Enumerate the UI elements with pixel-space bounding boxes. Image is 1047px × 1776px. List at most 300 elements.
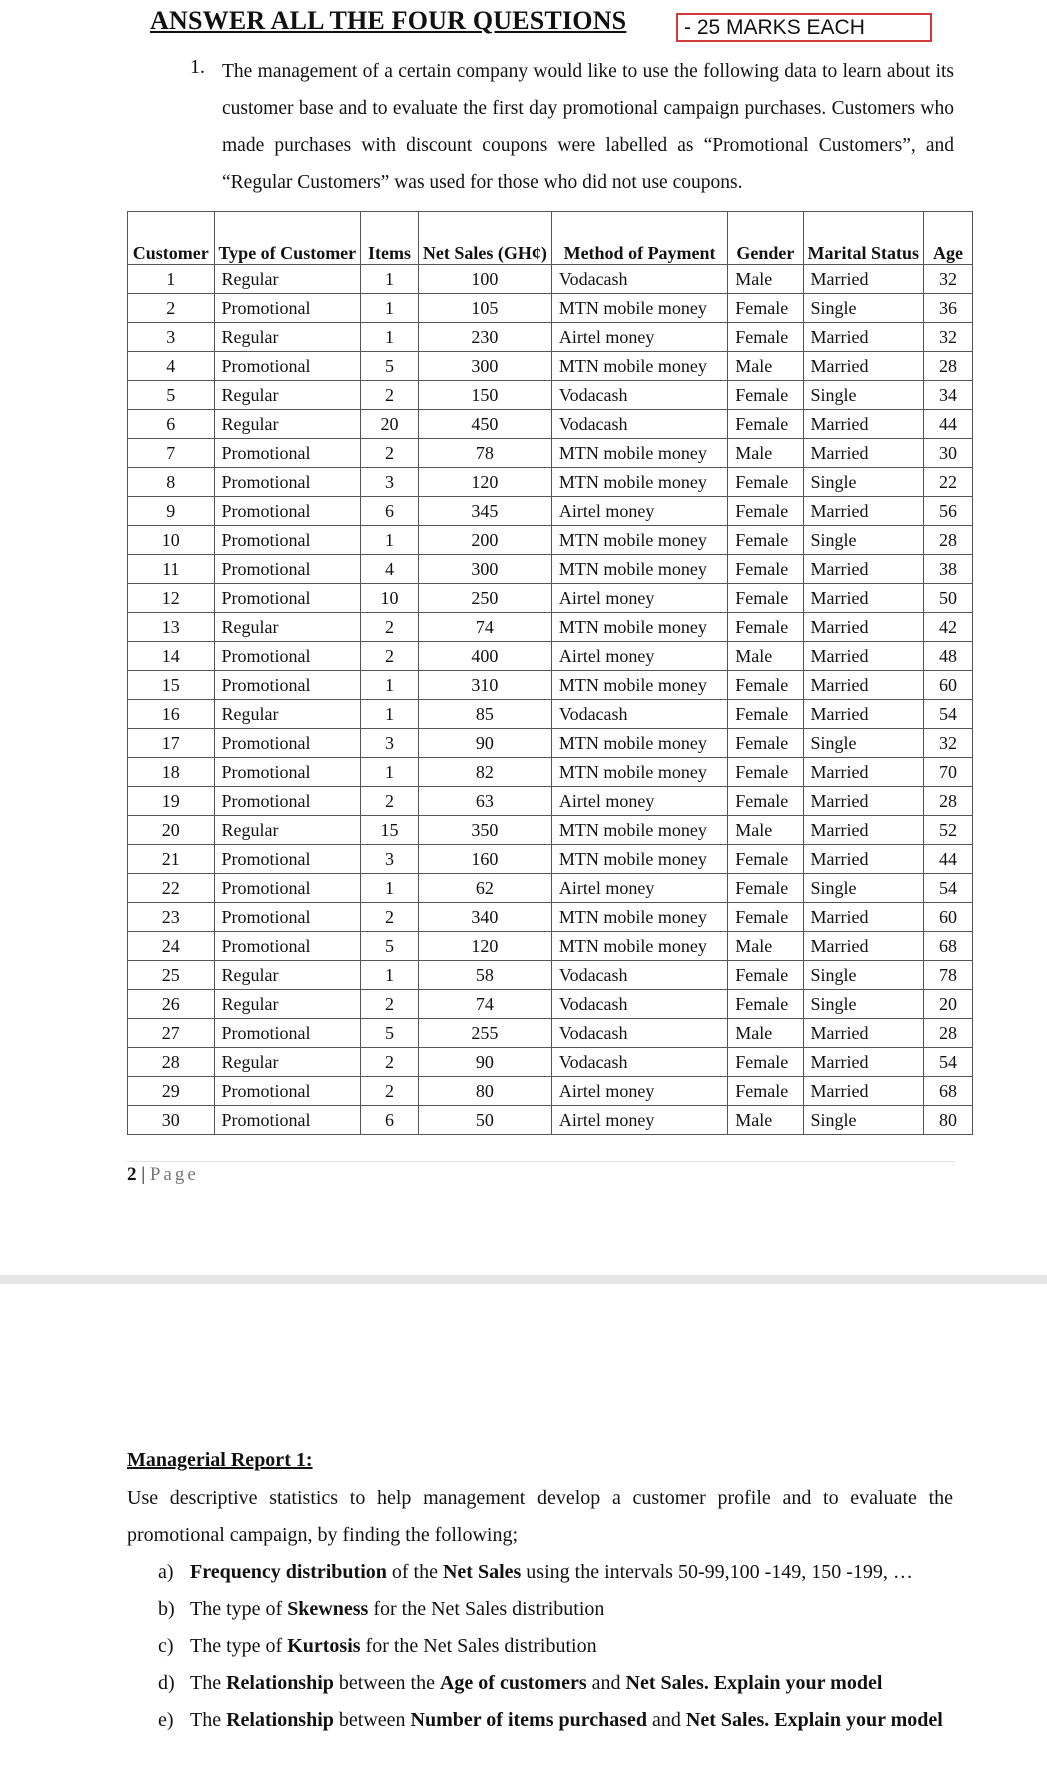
page-heading: ANSWER ALL THE FOUR QUESTIONS	[150, 6, 627, 35]
cell-customer: 10	[128, 526, 215, 555]
cell-gender: Female	[728, 526, 803, 555]
cell-marital-status: Single	[803, 468, 924, 497]
cell-marital-status: Married	[803, 787, 924, 816]
cell-marital-status: Married	[803, 439, 924, 468]
cell-items: 1	[361, 526, 419, 555]
table-row	[128, 932, 973, 961]
cell-payment: Vodacash	[551, 1048, 727, 1077]
cell-type: Promotional	[214, 1019, 361, 1048]
report-intro: Use descriptive statistics to help management develop a customer profile and to evaluate the promotional campaign, by finding the following;	[127, 1487, 953, 1546]
cell-gender: Female	[728, 323, 803, 352]
cell-net-sales: 62	[418, 874, 551, 903]
cell-customer: 7	[128, 439, 215, 468]
cell-gender: Male	[728, 932, 803, 961]
cell-items: 1	[361, 758, 419, 787]
cell-net-sales: 345	[418, 497, 551, 526]
cell-net-sales: 300	[418, 352, 551, 381]
cell-payment: Airtel money	[551, 1077, 727, 1106]
report-item	[158, 1665, 953, 1702]
cell-type: Regular	[214, 961, 361, 990]
cell-net-sales: 90	[418, 729, 551, 758]
question-text: The management of a certain company would like to use the following data to learn about its customer base and to evaluate the first day promotional campaign purchases. Customers who made purchases with discount coupons were labelled as “Promotional Customers”, and “Regular Customers” was used for those who did not use coupons.	[222, 61, 954, 193]
cell-payment: Vodacash	[551, 1019, 727, 1048]
report-item-text: for the Net Sales distribution	[360, 1635, 597, 1657]
cell-type: Promotional	[214, 1077, 361, 1106]
cell-age: 60	[924, 903, 973, 932]
header-type-of-customer: Type of Customer	[214, 212, 361, 265]
report-item-emphasis: Age of customers	[439, 1672, 587, 1694]
table-header-row	[128, 212, 973, 265]
cell-type: Promotional	[214, 932, 361, 961]
cell-items: 20	[361, 410, 419, 439]
cell-type: Promotional	[214, 352, 361, 381]
cell-customer: 1	[128, 265, 215, 294]
table-row	[128, 1019, 973, 1048]
cell-items: 2	[361, 787, 419, 816]
cell-customer: 28	[128, 1048, 215, 1077]
cell-items: 1	[361, 874, 419, 903]
report-item-text: and	[647, 1709, 686, 1731]
cell-customer: 20	[128, 816, 215, 845]
header-items: Items	[361, 212, 419, 265]
cell-customer: 15	[128, 671, 215, 700]
table-row	[128, 584, 973, 613]
cell-age: 68	[924, 1077, 973, 1106]
cell-marital-status: Single	[803, 961, 924, 990]
cell-gender: Female	[728, 903, 803, 932]
page-break-band	[0, 1275, 1047, 1284]
cell-customer: 29	[128, 1077, 215, 1106]
cell-net-sales: 74	[418, 990, 551, 1019]
cell-customer: 2	[128, 294, 215, 323]
report-item-label: d)	[158, 1672, 175, 1694]
cell-payment: MTN mobile money	[551, 468, 727, 497]
cell-net-sales: 80	[418, 1077, 551, 1106]
page-separator: |	[141, 1164, 146, 1185]
cell-payment: Vodacash	[551, 410, 727, 439]
cell-customer: 8	[128, 468, 215, 497]
cell-items: 1	[361, 265, 419, 294]
cell-type: Promotional	[214, 584, 361, 613]
report-item-emphasis: Net Sales. Explain your model	[685, 1709, 943, 1731]
cell-gender: Female	[728, 758, 803, 787]
cell-marital-status: Married	[803, 410, 924, 439]
report-item	[158, 1591, 953, 1628]
cell-type: Promotional	[214, 526, 361, 555]
report-title: Managerial Report 1:	[127, 1449, 313, 1471]
cell-customer: 13	[128, 613, 215, 642]
cell-items: 2	[361, 381, 419, 410]
cell-age: 54	[924, 874, 973, 903]
cell-gender: Male	[728, 439, 803, 468]
cell-age: 56	[924, 497, 973, 526]
cell-marital-status: Married	[803, 671, 924, 700]
cell-type: Promotional	[214, 497, 361, 526]
page-divider	[127, 1161, 955, 1162]
cell-items: 2	[361, 642, 419, 671]
cell-gender: Female	[728, 497, 803, 526]
cell-age: 44	[924, 845, 973, 874]
cell-customer: 19	[128, 787, 215, 816]
cell-items: 2	[361, 1077, 419, 1106]
cell-age: 42	[924, 613, 973, 642]
cell-net-sales: 105	[418, 294, 551, 323]
table-row	[128, 323, 973, 352]
cell-marital-status: Married	[803, 613, 924, 642]
table-row	[128, 555, 973, 584]
page-number: 2	[127, 1164, 137, 1185]
cell-marital-status: Single	[803, 526, 924, 555]
report-item	[158, 1628, 953, 1665]
report-item-text: using the intervals 50-99,100 -149, 150 -199, …	[521, 1561, 913, 1583]
cell-marital-status: Married	[803, 1019, 924, 1048]
page-footer	[127, 1164, 199, 1186]
table-row	[128, 671, 973, 700]
cell-age: 32	[924, 265, 973, 294]
cell-payment: Airtel money	[551, 874, 727, 903]
cell-net-sales: 100	[418, 265, 551, 294]
report-item-text: The type of	[190, 1598, 288, 1620]
cell-marital-status: Single	[803, 990, 924, 1019]
cell-marital-status: Married	[803, 932, 924, 961]
table-row	[128, 758, 973, 787]
cell-gender: Female	[728, 700, 803, 729]
cell-payment: Vodacash	[551, 700, 727, 729]
report-item-emphasis: Frequency distribution	[190, 1561, 387, 1583]
header-age: Age	[924, 212, 973, 265]
cell-type: Promotional	[214, 729, 361, 758]
cell-net-sales: 120	[418, 468, 551, 497]
cell-age: 70	[924, 758, 973, 787]
cell-items: 6	[361, 497, 419, 526]
cell-gender: Male	[728, 816, 803, 845]
report-item-emphasis: Kurtosis	[287, 1635, 361, 1657]
report-item-text: The	[190, 1672, 227, 1694]
cell-items: 1	[361, 961, 419, 990]
cell-items: 4	[361, 555, 419, 584]
report-item-text: between	[333, 1709, 411, 1731]
cell-items: 6	[361, 1106, 419, 1135]
cell-gender: Female	[728, 294, 803, 323]
cell-customer: 23	[128, 903, 215, 932]
cell-customer: 14	[128, 642, 215, 671]
cell-type: Promotional	[214, 1106, 361, 1135]
cell-type: Promotional	[214, 671, 361, 700]
table-row	[128, 265, 973, 294]
cell-age: 54	[924, 1048, 973, 1077]
cell-type: Regular	[214, 410, 361, 439]
cell-type: Promotional	[214, 555, 361, 584]
question-number: 1.	[190, 56, 205, 78]
table-row	[128, 787, 973, 816]
report-item-label: e)	[158, 1709, 174, 1731]
cell-net-sales: 450	[418, 410, 551, 439]
cell-age: 34	[924, 381, 973, 410]
cell-items: 3	[361, 729, 419, 758]
cell-type: Regular	[214, 381, 361, 410]
cell-customer: 3	[128, 323, 215, 352]
cell-payment: Airtel money	[551, 584, 727, 613]
cell-marital-status: Married	[803, 1048, 924, 1077]
cell-marital-status: Single	[803, 729, 924, 758]
cell-payment: MTN mobile money	[551, 294, 727, 323]
cell-customer: 22	[128, 874, 215, 903]
cell-type: Promotional	[214, 468, 361, 497]
cell-type: Promotional	[214, 758, 361, 787]
cell-net-sales: 58	[418, 961, 551, 990]
report-item-emphasis: Relationship	[226, 1672, 334, 1694]
customer-data-table	[127, 211, 973, 1135]
cell-marital-status: Single	[803, 874, 924, 903]
cell-type: Regular	[214, 700, 361, 729]
cell-marital-status: Married	[803, 584, 924, 613]
cell-age: 20	[924, 990, 973, 1019]
cell-type: Regular	[214, 613, 361, 642]
cell-age: 30	[924, 439, 973, 468]
cell-items: 1	[361, 323, 419, 352]
report-item-emphasis: Net Sales	[442, 1561, 522, 1583]
cell-customer: 26	[128, 990, 215, 1019]
cell-payment: Airtel money	[551, 787, 727, 816]
cell-net-sales: 255	[418, 1019, 551, 1048]
cell-gender: Female	[728, 961, 803, 990]
cell-marital-status: Married	[803, 1077, 924, 1106]
table-row	[128, 613, 973, 642]
cell-items: 2	[361, 613, 419, 642]
cell-customer: 27	[128, 1019, 215, 1048]
cell-items: 5	[361, 1019, 419, 1048]
cell-gender: Female	[728, 1048, 803, 1077]
cell-payment: Vodacash	[551, 990, 727, 1019]
cell-gender: Male	[728, 265, 803, 294]
table-row	[128, 700, 973, 729]
cell-marital-status: Married	[803, 903, 924, 932]
cell-payment: MTN mobile money	[551, 758, 727, 787]
cell-payment: Airtel money	[551, 497, 727, 526]
cell-marital-status: Married	[803, 323, 924, 352]
table-row	[128, 816, 973, 845]
table-row	[128, 642, 973, 671]
cell-items: 5	[361, 932, 419, 961]
cell-age: 28	[924, 787, 973, 816]
cell-age: 28	[924, 352, 973, 381]
cell-items: 5	[361, 352, 419, 381]
report-item-text: The type of	[190, 1635, 288, 1657]
cell-customer: 30	[128, 1106, 215, 1135]
cell-net-sales: 250	[418, 584, 551, 613]
report-item-emphasis: Net Sales. Explain your model	[625, 1672, 883, 1694]
table-row	[128, 1048, 973, 1077]
cell-age: 50	[924, 584, 973, 613]
cell-age: 60	[924, 671, 973, 700]
cell-net-sales: 78	[418, 439, 551, 468]
cell-age: 44	[924, 410, 973, 439]
cell-items: 2	[361, 903, 419, 932]
cell-age: 48	[924, 642, 973, 671]
marks-annotation-box: - 25 MARKS EACH	[676, 13, 932, 42]
cell-marital-status: Married	[803, 497, 924, 526]
report-item	[158, 1702, 953, 1739]
cell-customer: 12	[128, 584, 215, 613]
cell-net-sales: 120	[418, 932, 551, 961]
table-row	[128, 410, 973, 439]
cell-gender: Female	[728, 584, 803, 613]
cell-age: 32	[924, 323, 973, 352]
header-gender: Gender	[728, 212, 803, 265]
cell-type: Promotional	[214, 294, 361, 323]
cell-net-sales: 160	[418, 845, 551, 874]
cell-type: Promotional	[214, 903, 361, 932]
cell-age: 38	[924, 555, 973, 584]
cell-net-sales: 63	[418, 787, 551, 816]
table-row	[128, 1106, 973, 1135]
cell-items: 1	[361, 671, 419, 700]
report-item-label: c)	[158, 1635, 174, 1657]
cell-marital-status: Married	[803, 265, 924, 294]
cell-customer: 4	[128, 352, 215, 381]
cell-customer: 9	[128, 497, 215, 526]
cell-customer: 17	[128, 729, 215, 758]
cell-customer: 21	[128, 845, 215, 874]
header-method-of-payment: Method of Payment	[551, 212, 727, 265]
cell-payment: Vodacash	[551, 961, 727, 990]
report-task-list	[158, 1554, 953, 1739]
cell-type: Regular	[214, 265, 361, 294]
cell-marital-status: Married	[803, 758, 924, 787]
cell-net-sales: 74	[418, 613, 551, 642]
cell-payment: Airtel money	[551, 1106, 727, 1135]
report-item-label: a)	[158, 1561, 174, 1583]
cell-type: Regular	[214, 816, 361, 845]
cell-marital-status: Married	[803, 700, 924, 729]
cell-gender: Female	[728, 671, 803, 700]
cell-type: Promotional	[214, 439, 361, 468]
cell-payment: MTN mobile money	[551, 729, 727, 758]
table-row	[128, 352, 973, 381]
cell-age: 52	[924, 816, 973, 845]
cell-age: 36	[924, 294, 973, 323]
cell-payment: MTN mobile money	[551, 903, 727, 932]
table-row	[128, 874, 973, 903]
cell-customer: 25	[128, 961, 215, 990]
cell-age: 32	[924, 729, 973, 758]
cell-marital-status: Married	[803, 555, 924, 584]
cell-gender: Male	[728, 1019, 803, 1048]
cell-customer: 5	[128, 381, 215, 410]
report-item-emphasis: Skewness	[287, 1598, 369, 1620]
report-item-text: and	[586, 1672, 626, 1694]
table-row	[128, 497, 973, 526]
cell-type: Promotional	[214, 642, 361, 671]
cell-payment: MTN mobile money	[551, 439, 727, 468]
page-word: Page	[149, 1164, 199, 1185]
cell-customer: 11	[128, 555, 215, 584]
cell-items: 3	[361, 845, 419, 874]
report-item-label: b)	[158, 1598, 175, 1620]
cell-age: 28	[924, 526, 973, 555]
cell-net-sales: 90	[418, 1048, 551, 1077]
cell-payment: MTN mobile money	[551, 932, 727, 961]
cell-payment: MTN mobile money	[551, 555, 727, 584]
table-row	[128, 903, 973, 932]
cell-age: 68	[924, 932, 973, 961]
report-item-emphasis: Number of items purchased	[410, 1709, 648, 1731]
cell-gender: Female	[728, 381, 803, 410]
cell-net-sales: 350	[418, 816, 551, 845]
cell-gender: Male	[728, 352, 803, 381]
table-body	[128, 265, 973, 1135]
header-customer: Customer	[128, 212, 215, 265]
cell-gender: Female	[728, 990, 803, 1019]
cell-items: 10	[361, 584, 419, 613]
cell-payment: Vodacash	[551, 381, 727, 410]
report-item-emphasis: Relationship	[226, 1709, 334, 1731]
cell-net-sales: 300	[418, 555, 551, 584]
cell-gender: Female	[728, 555, 803, 584]
cell-age: 28	[924, 1019, 973, 1048]
cell-net-sales: 310	[418, 671, 551, 700]
cell-gender: Female	[728, 1077, 803, 1106]
cell-gender: Female	[728, 468, 803, 497]
cell-gender: Female	[728, 874, 803, 903]
table-row	[128, 439, 973, 468]
cell-items: 2	[361, 990, 419, 1019]
cell-type: Promotional	[214, 874, 361, 903]
table-row	[128, 961, 973, 990]
cell-age: 78	[924, 961, 973, 990]
cell-age: 22	[924, 468, 973, 497]
report-item-text: of the	[386, 1561, 443, 1583]
cell-customer: 18	[128, 758, 215, 787]
cell-customer: 24	[128, 932, 215, 961]
cell-items: 1	[361, 700, 419, 729]
cell-items: 15	[361, 816, 419, 845]
cell-payment: MTN mobile money	[551, 816, 727, 845]
cell-customer: 16	[128, 700, 215, 729]
cell-payment: MTN mobile money	[551, 526, 727, 555]
cell-items: 2	[361, 439, 419, 468]
cell-net-sales: 150	[418, 381, 551, 410]
report-item-text: between the	[333, 1672, 440, 1694]
cell-net-sales: 50	[418, 1106, 551, 1135]
cell-type: Promotional	[214, 787, 361, 816]
report-item-text: for the Net Sales distribution	[368, 1598, 605, 1620]
cell-gender: Female	[728, 845, 803, 874]
cell-age: 80	[924, 1106, 973, 1135]
report-item-text: The	[190, 1709, 227, 1731]
table-row	[128, 526, 973, 555]
cell-payment: Vodacash	[551, 265, 727, 294]
cell-gender: Male	[728, 642, 803, 671]
cell-marital-status: Single	[803, 381, 924, 410]
cell-items: 1	[361, 294, 419, 323]
cell-marital-status: Married	[803, 352, 924, 381]
cell-payment: Airtel money	[551, 642, 727, 671]
cell-payment: Airtel money	[551, 323, 727, 352]
cell-gender: Female	[728, 613, 803, 642]
cell-payment: MTN mobile money	[551, 845, 727, 874]
table-row	[128, 381, 973, 410]
cell-net-sales: 400	[418, 642, 551, 671]
cell-gender: Female	[728, 787, 803, 816]
header-marital-status: Marital Status	[803, 212, 924, 265]
report-item	[158, 1554, 953, 1591]
cell-gender: Female	[728, 729, 803, 758]
cell-type: Regular	[214, 323, 361, 352]
cell-net-sales: 200	[418, 526, 551, 555]
cell-type: Regular	[214, 990, 361, 1019]
cell-items: 3	[361, 468, 419, 497]
